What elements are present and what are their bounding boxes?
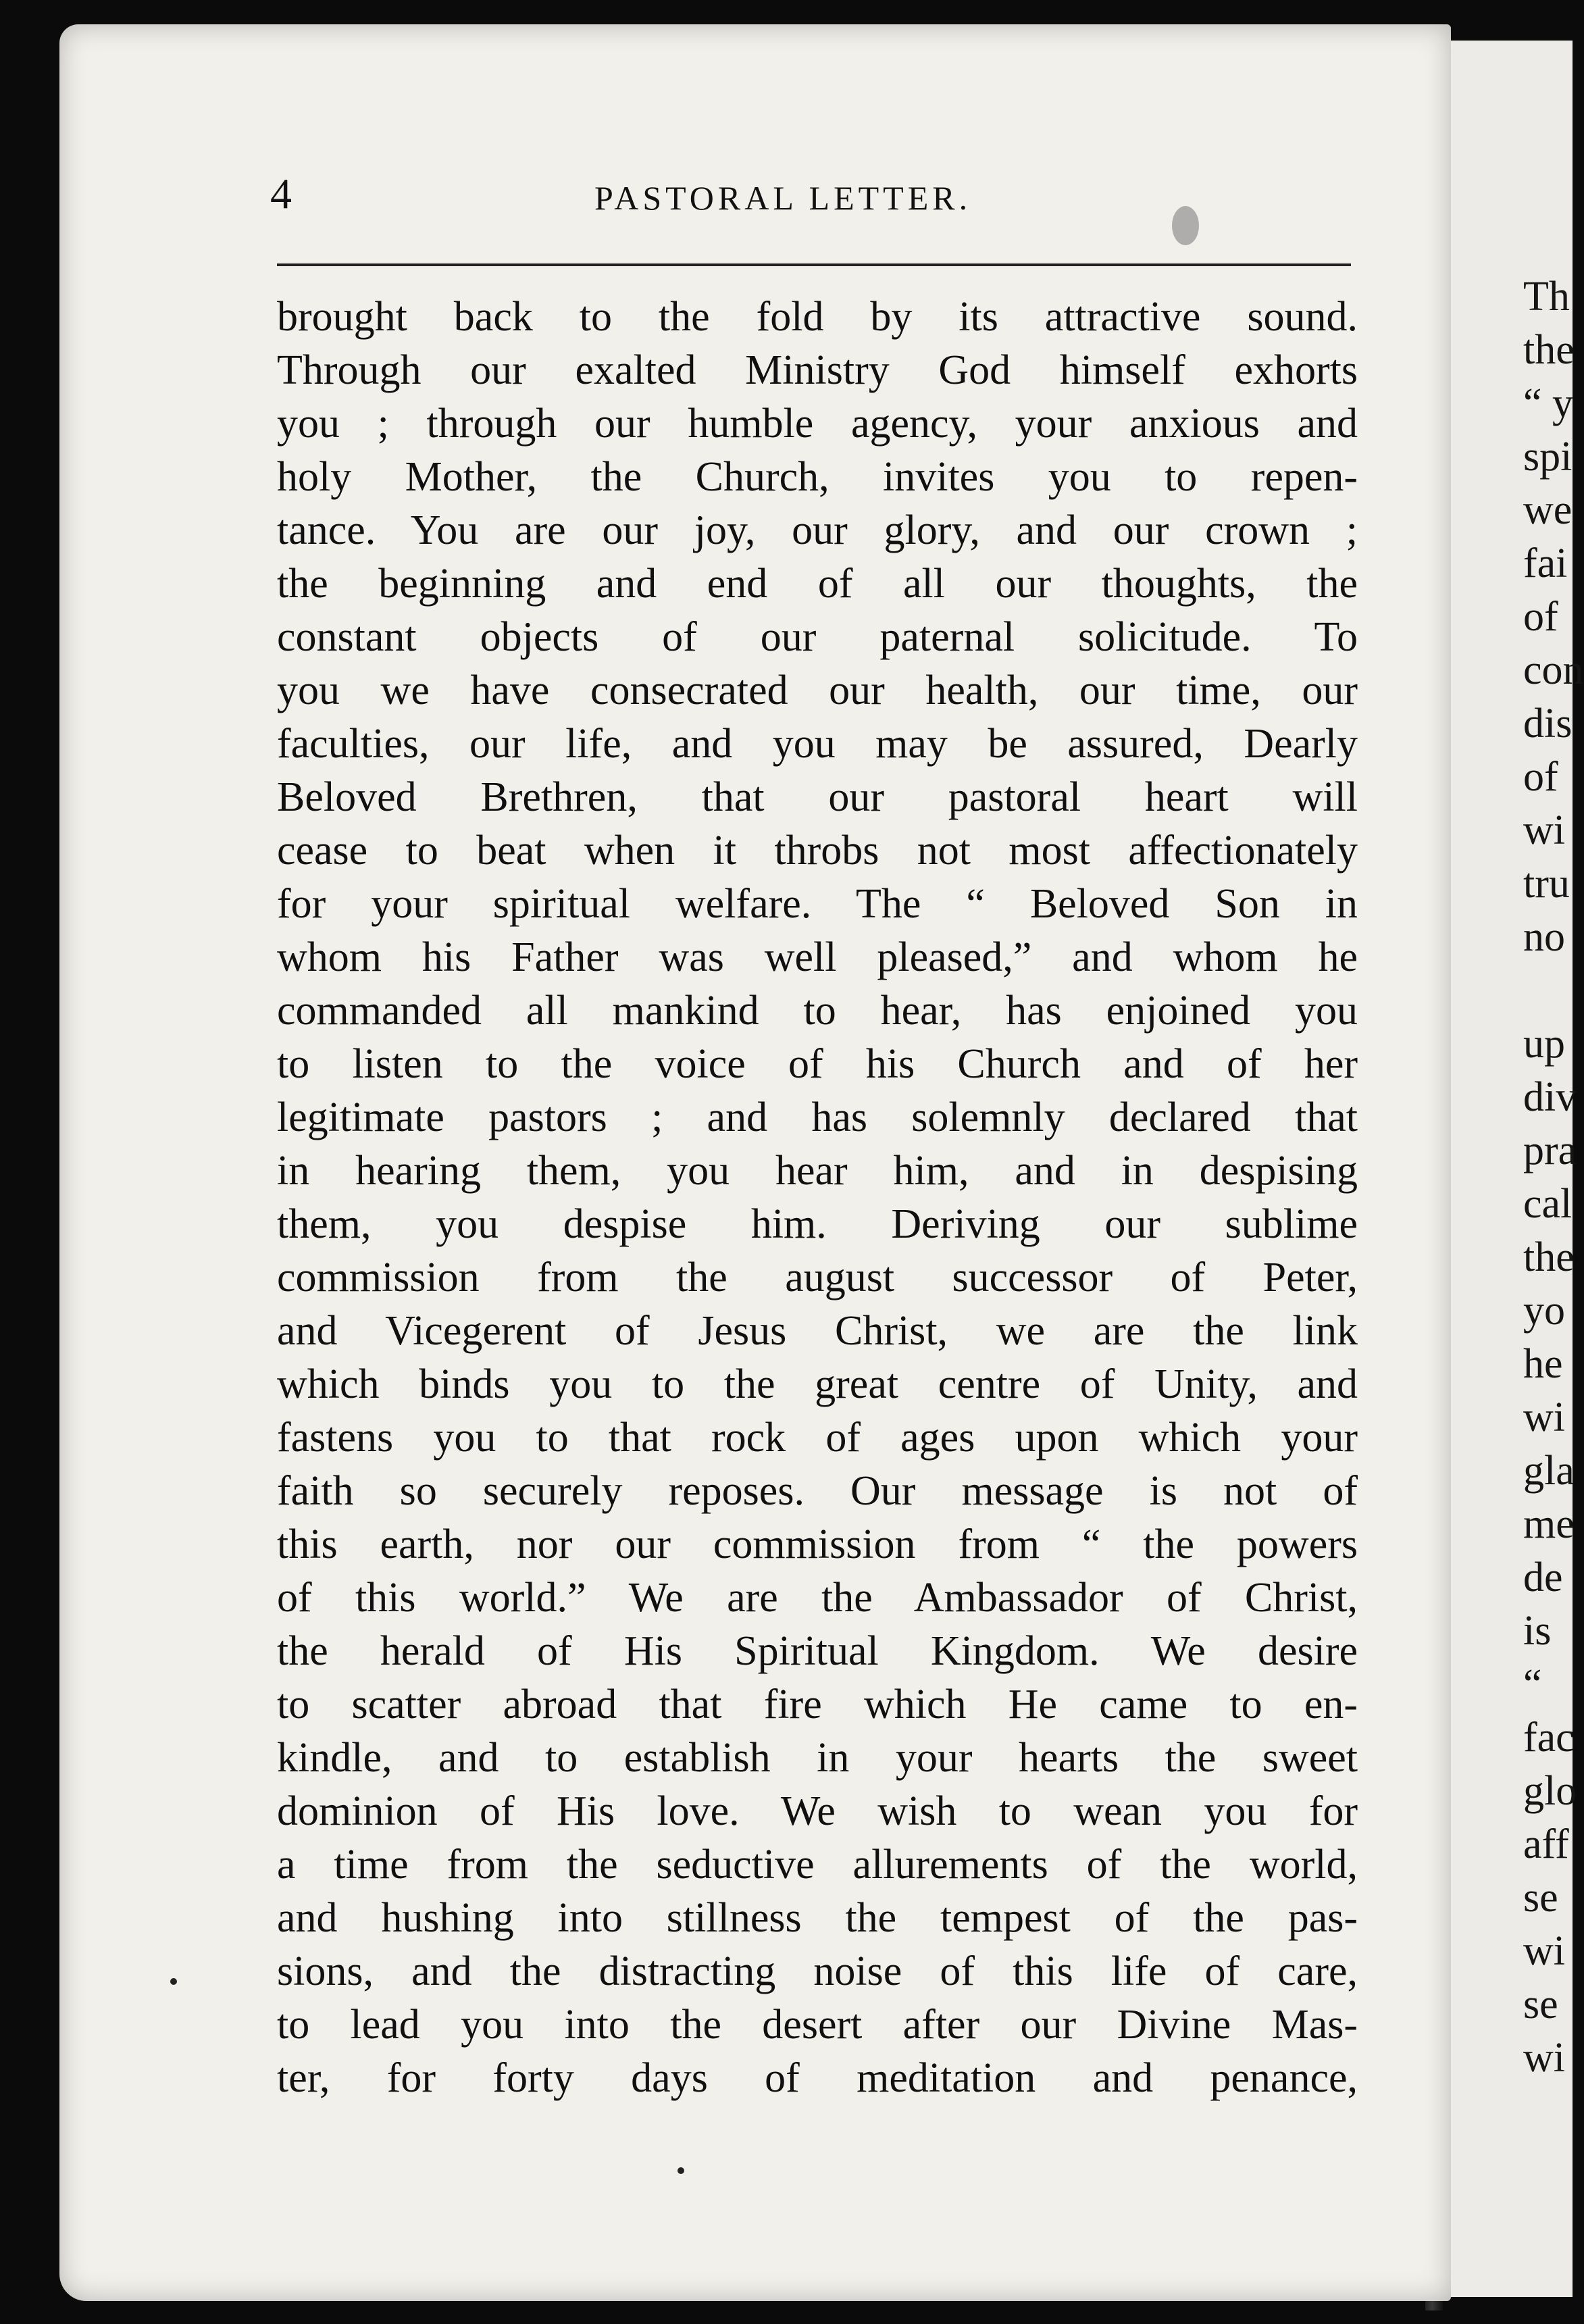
text-line: for your spiritual welfare. The “ Beloved Son in <box>277 881 1358 927</box>
text-line: sions, and the distracting noise of this life of care, <box>277 1948 1358 1994</box>
text-line: faith so securely reposes. Our message is not of <box>277 1468 1358 1514</box>
facing-page-fragment: no <box>1523 914 1565 960</box>
text-line: the herald of His Spiritual Kingdom. We desire <box>277 1628 1358 1674</box>
facing-page-fragment: se <box>1523 1875 1558 1921</box>
facing-page-fragment: “ y <box>1523 380 1574 426</box>
facing-page-fragment: se <box>1523 1981 1558 2027</box>
header-rule <box>277 263 1351 266</box>
text-line: to lead you into the desert after our Divine Mas- <box>277 2002 1358 2048</box>
facing-page-fragment: the <box>1523 1234 1575 1280</box>
text-line: ter, for forty days of meditation and penance, <box>277 2055 1358 2101</box>
text-line: which binds you to the great centre of Unity, and <box>277 1361 1358 1407</box>
text-line: of this world.” We are the Ambassador of Christ, <box>277 1575 1358 1621</box>
facing-page-fragment: we <box>1523 487 1573 533</box>
text-line: holy Mother, the Church, invites you to repen- <box>277 454 1358 500</box>
facing-page-fragment: is <box>1523 1608 1552 1654</box>
text-line: this earth, nor our commission from “ the powers <box>277 1521 1358 1567</box>
facing-page-fragment: dis <box>1523 701 1573 747</box>
text-line: and Vicegerent of Jesus Christ, we are the link <box>277 1308 1358 1354</box>
facing-page-fragment: con <box>1523 647 1584 693</box>
text-line: you ; through our humble agency, your anxious and <box>277 401 1358 447</box>
text-line: whom his Father was well pleased,” and whom he <box>277 934 1358 980</box>
text-line: faculties, our life, and you may be assured, Dearly <box>277 721 1358 767</box>
text-line: a time from the seductive allurements of the world, <box>277 1842 1358 1888</box>
facing-page-fragment: gla <box>1523 1448 1575 1494</box>
facing-page-fragment: wi <box>1523 1394 1565 1440</box>
facing-page-fragment: me <box>1523 1501 1575 1547</box>
text-line: fastens you to that rock of ages upon which your <box>277 1415 1358 1461</box>
text-line: commission from the august successor of Peter, <box>277 1255 1358 1300</box>
text-line: kindle, and to establish in your hearts the sweet <box>277 1735 1358 1781</box>
facing-page-fragment: tru <box>1523 861 1570 907</box>
body-text <box>277 290 1358 2105</box>
facing-page-fragment: pra <box>1523 1128 1577 1173</box>
facing-page-fragment <box>1523 964 1577 1017</box>
facing-page-fragment: yo <box>1523 1288 1565 1334</box>
text-line: and hushing into stillness the tempest of the pas- <box>277 1895 1358 1941</box>
running-head: PASTORAL LETTER. <box>594 179 972 217</box>
facing-page-fragment: the <box>1523 327 1575 373</box>
page-number: 4 <box>270 170 292 218</box>
page-header <box>270 169 1378 230</box>
facing-page-fragment: of <box>1523 754 1558 800</box>
facing-page-fragment: wi <box>1523 807 1565 853</box>
text-line: constant objects of our paternal solicitude. To <box>277 614 1358 660</box>
text-line: dominion of His love. We wish to wean you for <box>277 1788 1358 1834</box>
text-line: them, you despise him. Deriving our sublime <box>277 1201 1358 1247</box>
text-line: cease to beat when it throbs not most affectionately <box>277 828 1358 874</box>
text-line: you we have consecrated our health, our time, our <box>277 667 1358 713</box>
facing-page-fragment: aff <box>1523 1821 1569 1867</box>
text-line: the beginning and end of all our thoughts, the <box>277 561 1358 607</box>
text-line: tance. You are our joy, our glory, and our crown ; <box>277 507 1358 553</box>
text-line: Beloved Brethren, that our pastoral heart will <box>277 774 1358 820</box>
facing-page-fragment: div <box>1523 1074 1577 1120</box>
facing-page-fragment: “ <box>1523 1661 1542 1707</box>
facing-page-fragment: wi <box>1523 2035 1565 2081</box>
facing-page-text <box>1523 270 1584 2085</box>
text-line: Through our exalted Ministry God himself exhorts <box>277 347 1358 393</box>
facing-page-fragment: glo <box>1523 1768 1577 1814</box>
text-line: to listen to the voice of his Church and of her <box>277 1041 1358 1087</box>
facing-page-fragment: up <box>1523 1021 1565 1067</box>
text-line: brought back to the fold by its attractive sound. <box>277 294 1358 340</box>
facing-page-fragment: Th <box>1523 274 1570 320</box>
text-line: in hearing them, you hear him, and in despising <box>277 1148 1358 1194</box>
page-foot-dot <box>678 2167 684 2174</box>
facing-page-fragment: fac <box>1523 1715 1575 1761</box>
facing-page-fragment: fai <box>1523 540 1568 586</box>
text-line: legitimate pastors ; and has solemnly declared that <box>277 1094 1358 1140</box>
facing-page-fragment: spi <box>1523 434 1573 480</box>
facing-page-fragment: he <box>1523 1341 1563 1387</box>
facing-page-fragment: de <box>1523 1555 1563 1600</box>
facing-page-fragment: wi <box>1523 1928 1565 1974</box>
facing-page-fragment: of <box>1523 594 1558 640</box>
text-line: to scatter abroad that fire which He came to en- <box>277 1682 1358 1727</box>
facing-page-fragment: cal <box>1523 1181 1573 1227</box>
text-line: commanded all mankind to hear, has enjoined you <box>277 988 1358 1034</box>
margin-dot <box>170 1978 177 1985</box>
